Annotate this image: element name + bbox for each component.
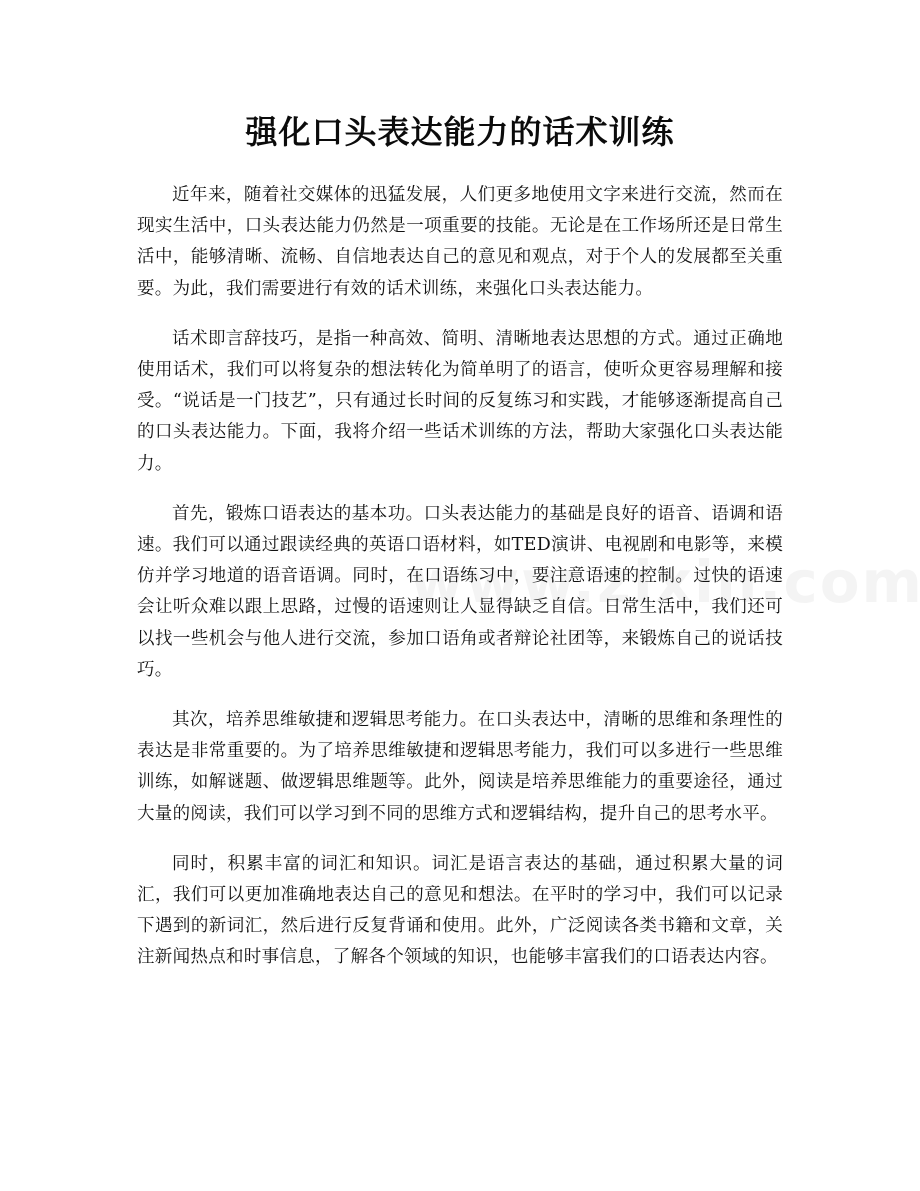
paragraph-intro: 近年来，随着社交媒体的迅猛发展，人们更多地使用文字来进行交流，然而在现实生活中，口头表达能力仍然是一项重要的技能。无论是在工作场所还是日常生活中，能够清晰、流畅、自信地表达自己的意见和观点，对于个人的发展都至关重要。为此，我们需要进行有效的话术训练，来强化口头表达能力。 <box>137 185 783 299</box>
paragraph-definition: 话术即言辞技巧，是指一种高效、简明、清晰地表达思想的方式。通过正确地使用话术，我们可以将复杂的想法转化为简单明了的语言，使听众更容易理解和接受。“说话是一门技艺”，只有通过长时间的反复练习和实践，才能够逐渐提高自己的口头表达能力。下面，我将介绍一些话术训练的方法，帮助大家强化口头表达能力。 <box>137 328 783 474</box>
paragraph-second: 其次，培养思维敏捷和逻辑思考能力。在口头表达中，清晰的思维和条理性的表达是非常重要的。为了培养思维敏捷和逻辑思考能力，我们可以多进行一些思维训练，如解谜题、做逻辑思维题等。此外，阅读是培养思维能力的重要途径，通过大量的阅读，我们可以学习到不同的思维方式和逻辑结构，提升自己的思考水平。 <box>137 710 783 824</box>
paragraph-first: 首先，锻炼口语表达的基本功。口头表达能力的基础是良好的语音、语调和语速。我们可以通过跟读经典的英语口语材料，如TED演讲、电视剧和电影等，来模仿并学习地道的语音语调。同时，在口语练习中，要注意语速的控制。过快的语速会让听众难以跟上思路，过慢的语速则让人显得缺乏自信。日常生活中，我们还可以找一些机会与他人进行交流，参加口语角或者辩论社团等，来锻炼自己的说话技巧。 <box>137 503 783 680</box>
document-title: 强化口头表达能力的话术训练 <box>245 113 675 151</box>
document-body <box>137 180 783 993</box>
paragraph-third: 同时，积累丰富的词汇和知识。词汇是语言表达的基础，通过积累大量的词汇，我们可以更加准确地表达自己的意见和想法。在平时的学习中，我们可以记录下遇到的新词汇，然后进行反复背诵和使用。此外，广泛阅读各类书籍和文章，关注新闻热点和时事信息，了解各个领域的知识，也能够丰富我们的口语表达内容。 <box>137 853 783 968</box>
